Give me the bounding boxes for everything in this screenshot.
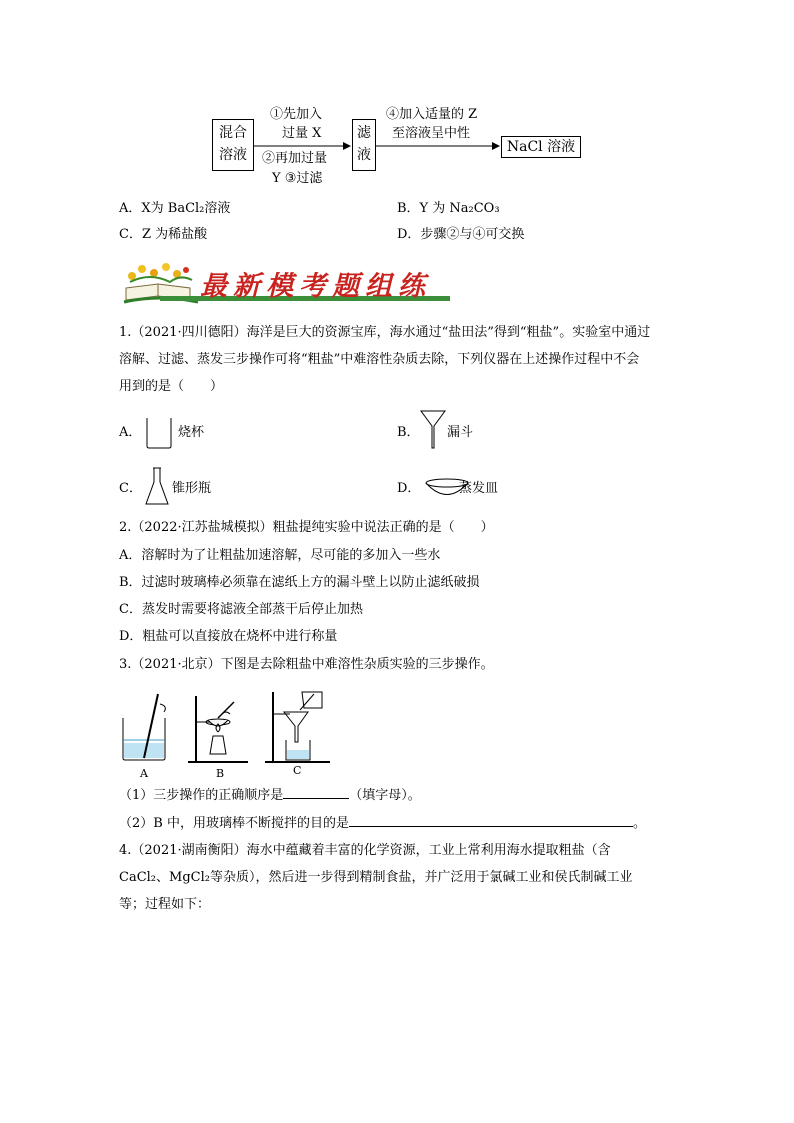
q1-option-c-text: 锥形瓶: [172, 481, 212, 496]
flow-box-filtrate-line2: 液: [357, 147, 371, 163]
flow-box-nacl-text: NaCl 溶液: [506, 139, 576, 155]
q1-line-3: 用到的是（ ）: [119, 379, 224, 394]
q2-option-b: B．过滤时玻璃棒必须靠在滤纸上方的漏斗壁上以防止滤纸破损: [119, 575, 480, 590]
q0-option-d: D．步骤②与④可交换: [397, 227, 525, 242]
section-banner: [120, 260, 450, 310]
q1-option-a-text: 烧杯: [178, 425, 205, 440]
q3-sub2-blank[interactable]: [349, 826, 633, 827]
flow-box-mixture-line2: 溶液: [219, 147, 247, 163]
q1-option-d-text: 蒸发皿: [459, 481, 499, 496]
q0-option-b: B．Y 为 Na₂CO₃: [397, 201, 500, 216]
q3-sub1: [119, 787, 421, 805]
q3-sub2: [119, 815, 646, 833]
flow-box-filtrate-line1: 滤: [357, 125, 371, 141]
q2-stem: 2.（2022·江苏盐城模拟）粗盐提纯实验中说法正确的是（ ）: [119, 520, 494, 535]
q1-option-a-letter: A．: [119, 425, 142, 440]
q3-label-b: B: [216, 767, 225, 780]
q2-option-d: D．粗盐可以直接放在烧杯中进行称量: [119, 629, 338, 644]
flow-arrows: [0, 0, 794, 200]
q3-label-c: C: [293, 764, 302, 777]
q3-sub2-prefix: （2）B 中，用玻璃棒不断搅拌的目的是: [119, 816, 349, 831]
q4-line-1: 4.（2021·湖南衡阳）海水中蕴藏着丰富的化学资源，工业上常利用海水提取粗盐（含: [119, 843, 611, 858]
flow-box-mixture-line1: 混合: [219, 125, 247, 141]
flow-step4-line2: 至溶液呈中性: [392, 126, 471, 141]
q3-label-a: A: [140, 767, 148, 780]
q3-apparatus-figure: [118, 688, 348, 778]
q2-option-c: C．蒸发时需要将滤液全部蒸干后停止加热: [119, 602, 363, 617]
flow-step4-line1: ④加入适量的 Z: [386, 107, 478, 122]
q3-sub1-blank[interactable]: [283, 798, 349, 799]
banner-title: 最新模考题组练: [200, 271, 431, 302]
funnel-icon: [418, 408, 448, 450]
q2-option-a: A．溶解时为了让粗盐加速溶解，尽可能的多加入一些水: [119, 548, 441, 563]
q1-line-2: 溶解、过滤、蒸发三步操作可将“粗盐”中难溶性杂质去除，下列仪器在上述操作过程中不会: [119, 352, 640, 367]
q1-option-c-letter: C．: [119, 481, 142, 496]
conical-flask-icon: [143, 466, 171, 508]
q4-line-2: CaCl₂、MgCl₂等杂质），然后进一步得到精制食盐，并广泛用于氯碱工业和侯氏制碱工业: [119, 870, 633, 885]
q1-option-d-letter: D．: [397, 481, 421, 496]
q4-line-3: 等；过程如下：: [119, 897, 211, 912]
flow-step1-line2: 过量 X: [282, 126, 322, 141]
book-flowers-icon: [120, 260, 200, 310]
q1-option-b-letter: B．: [397, 425, 420, 440]
flow-step2-line1: ②再加过量: [262, 151, 328, 166]
q0-option-a: A．X为 BaCl₂溶液: [119, 201, 231, 216]
q3-sub2-suffix: 。: [632, 816, 646, 831]
flow-step2-line2: Y ③过滤: [272, 171, 323, 186]
q1-line-1: 1.（2021·四川德阳）海洋是巨大的资源宝库，海水通过“盐田法”得到“粗盐”。实验室中通过: [119, 325, 651, 340]
q3-stem: 3.（2021·北京）下图是去除粗盐中难溶性杂质实验的三步操作。: [119, 657, 494, 672]
q1-option-b-text: 漏斗: [447, 425, 474, 440]
q3-sub1-prefix: （1）三步操作的正确顺序是: [119, 788, 284, 803]
q0-option-c: C．Z 为稀盐酸: [119, 227, 208, 242]
flow-step1-line1: ①先加入: [270, 107, 323, 122]
beaker-icon: [143, 416, 175, 450]
q3-sub1-suffix: （填字母）。: [349, 788, 421, 803]
